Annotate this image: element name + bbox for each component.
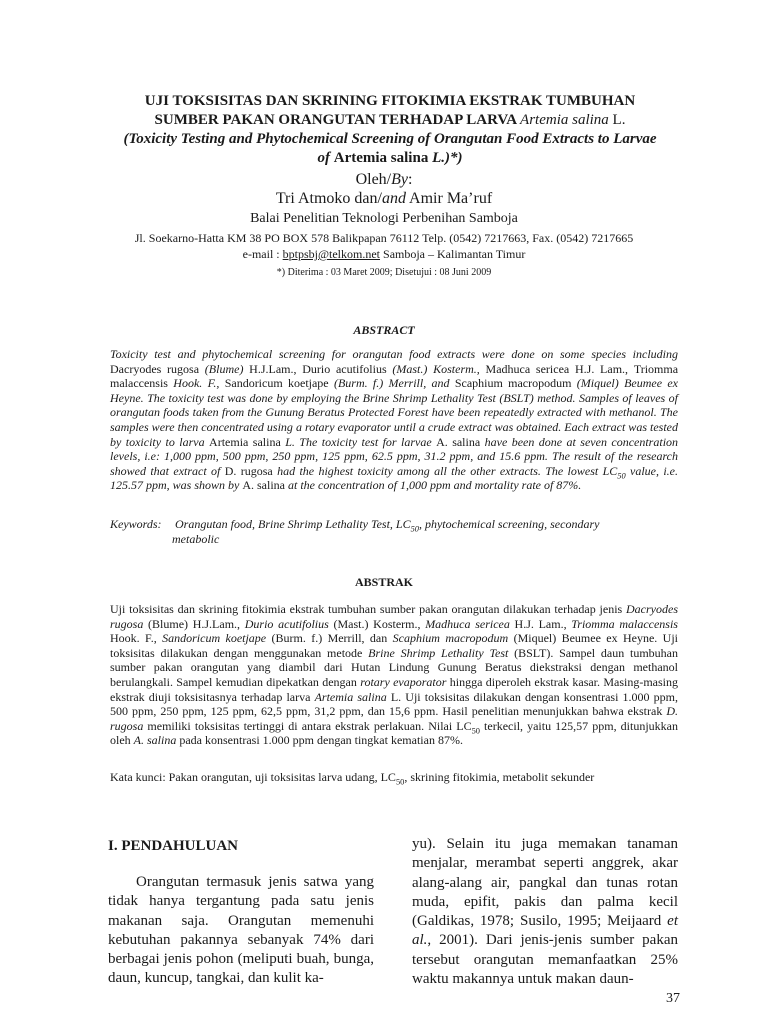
email-link[interactable]: bptpsbj@telkom.net	[282, 247, 381, 261]
author-names: Tri Atmoko dan/and Amir Ma’ruf	[275, 190, 493, 207]
institution: Balai Penelitian Teknologi Perbenihan Samboja	[250, 211, 518, 226]
abstrak-body: Uji toksisitas dan skrining fitokimia ekstrak tumbuhan sumber pakan orangutan dilakukan terhadap jenis Dacryodes rugosa (Blume) H.J.Lam., Durio acutifolius (Mast.) Kosterm., Madhuca sericea H.J. Lam., Triomma malaccensis Hook. F., Sandoricum koetjape (Burm. f.) Merrill, dan Scaphium macropodum (Miquel) Beumee ex Heyne. Uji toksisitas dilakukan dengan menggunakan metode Brine Shrimp Lethality Test (BSLT). Sampel daun tumbuhan sumber pakan orangutan yang diambil dari Hutan Lindung Gunung Beratus diekstraksi dengan methanol berulangkali. Sampel kemudian dipekatkan dengan rotary evaporator hingga diperoleh ekstrak kasar. Masing-masing ekstrak diuji toksisitasnya terhadap larva Artemia salina L. Uji toksisitas dilakukan dengan konsentrasi 1.000 ppm, 500 ppm, 250 ppm, 125 ppm, 62,5 ppm, 31,2 ppm, dan 15,6 ppm. Hasil penelitian menunjukkan bahwa ekstrak D. rugosa memiliki toksisitas tertinggi di antara ekstrak perlakuan. Nilai $LC_{50}$ terkecil, yaitu 125,57 ppm, ditunjukkan oleh A. salina pada konsentrasi 1.000 ppm dengan tingkat kematian 87%.	[110, 602, 679, 748]
keywords-label: Keywords:	[110, 517, 162, 531]
abstract-body: Toxicity test and phytochemical screening for orangutan food extracts were done on some species including Dacryodes rugosa (Blume) H.J.Lam., Durio acutifolius (Mast.) Kosterm., Madhuca sericea H.J. Lam., Triomma malaccensis Hook. F., Sandoricum koetjape (Burm. f.) Merrill, and Scaphium macropodum (Miquel) Beumee ex Heyne. The toxicity test was done by employing the Brine Shrimp Lethality Test (BSLT) method. Samples of leaves of orangutan foods taken from the Gunung Beratus Protected Forest have been repeatedly extracted with methanol. The samples were then concentrated using a rotary evaporator until a crude extract was obtained. Each extract was tested by toxicity to larva Artemia salina L. The toxicity test for larvae A. salina have been done at seven concentration levels, i.e: 1,000 ppm, 500 ppm, 250 ppm, 125 ppm, 62.5 ppm, 31.2 ppm, and 15.6 ppm. The result of the research showed that extract of D. rugosa had the highest toxicity among all the other extracts. The lowest $LC_{50}$ value, i.e. 125.57 ppm, was shown by A. salina at the concentration of 1,000 ppm and mortality rate of 87%.	[110, 347, 679, 493]
intro-column-left: Orangutan termasuk jenis satwa yang tidak hanya tergantung pada satu jenis makanan saja. Orangutan memenuhi kebutuhan pakannya sebanyak 74% dari berbagai jenis pohon (meliputi buah, bunga, daun, kuncup, tangkai, dan kulit ka-	[108, 874, 374, 987]
title-english-1: (Toxicity Testing and Phytochemical Screening of Orangutan Food Extracts to Larvae	[123, 131, 657, 147]
kata-kunci: Kata kunci: Pakan orangutan, uji toksisitas larva udang, $LC_{50}$, skrining fitokimia, metabolit sekunder	[110, 770, 595, 787]
intro-column-right: yu). Selain itu juga memakan tanaman menjalar, merambat seperti anggrek, akar alang-alang air, pangkal dan tunas rotan muda, epifit, pakis dan palma kecil (Galdikas, 1978; Susilo, 1995; Meijaard et al., 2001). Dari jenis-jenis sumber pakan tersebut orangutan memanfaatkan 25% waktu makannya untuk makan daun-	[412, 836, 678, 988]
keywords: Keywords: Orangutan food, Brine Shrimp Lethality Test, $LC_{50}$, phytochemical screening, secondary metabolic	[110, 517, 600, 546]
page-number: 37	[666, 991, 680, 1006]
byline-label: Oleh/By:	[355, 171, 413, 188]
abstract-heading: ABSTRACT	[353, 323, 415, 337]
email-line: e-mail : bptpsbj@telkom.net Samboja – Kalimantan Timur	[242, 247, 526, 261]
section-heading-pendahuluan: I. PENDAHULUAN	[108, 838, 239, 854]
title-english-2: of Artemia salina L.)*)	[317, 150, 463, 166]
address: Jl. Soekarno-Hatta KM 38 PO BOX 578 Balikpapan 76112 Telp. (0542) 7217663, Fax. (0542) 7217665	[134, 231, 634, 245]
abstrak-heading: ABSTRAK	[354, 575, 413, 589]
paper-title	[90, 92, 690, 168]
title-line-1: UJI TOKSISITAS DAN SKRINING FITOKIMIA EKSTRAK TUMBUHAN	[144, 93, 636, 109]
title-line-2: SUMBER PAKAN ORANGUTAN TERHADAP LARVA Artemia salina L.	[154, 112, 626, 128]
received-dates: *) Diterima : 03 Maret 2009; Disetujui : 08 Juni 2009	[276, 267, 492, 278]
